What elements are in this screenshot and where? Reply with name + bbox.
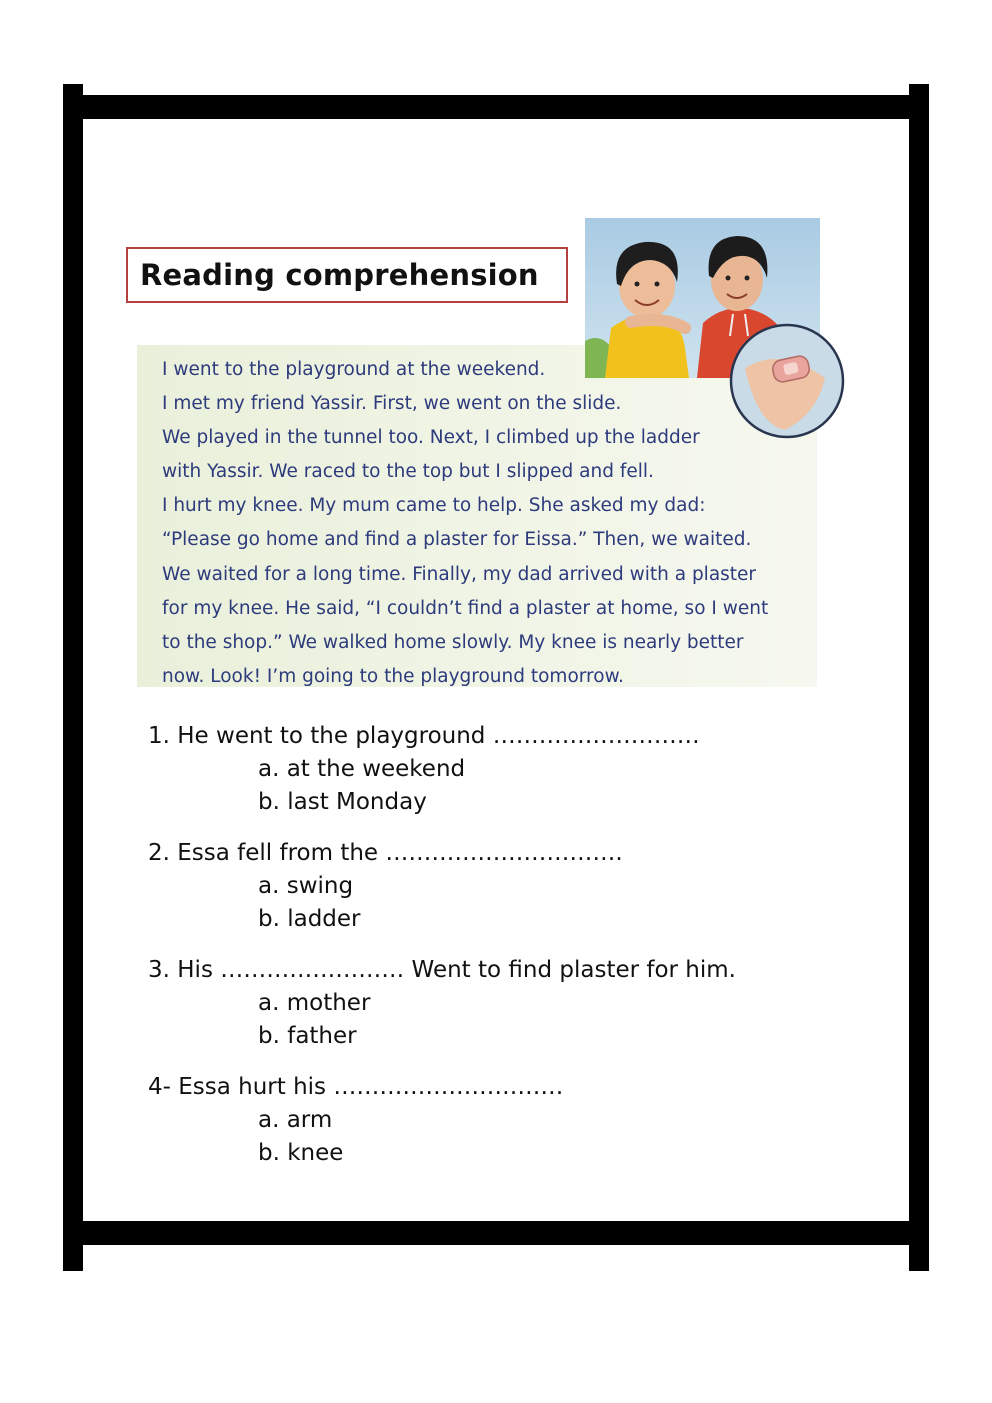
question-prompt: 4- Essa hurt his ………………………… [148, 1074, 564, 1100]
page-title: Reading comprehension [140, 258, 539, 292]
passage-line: We played in the tunnel too. Next, I climbed up the ladder [162, 427, 700, 449]
answer-option[interactable]: a. at the weekend [258, 756, 466, 782]
passage-line: I met my friend Yassir. First, we went on the slide. [162, 393, 622, 415]
question-prompt: 3. His …………………… Went to find plaster for him. [148, 957, 736, 983]
answer-option[interactable]: a. arm [258, 1107, 333, 1133]
passage-line: I hurt my knee. My mum came to help. She asked my dad: [162, 495, 706, 517]
frame-left-post [63, 84, 83, 1271]
frame-bottom-bar [63, 1221, 928, 1245]
question-block [148, 954, 736, 1053]
frame-top-bar [63, 95, 928, 119]
questions-list [148, 720, 736, 1188]
passage-line: I went to the playground at the weekend. [162, 359, 546, 380]
question-block [148, 1071, 736, 1170]
passage-line: We waited for a long time. Finally, my dad arrived with a plaster [162, 563, 757, 585]
passage-line: for my knee. He said, “I couldn’t find a plaster at home, so I went [162, 597, 769, 619]
frame-right-post [909, 84, 929, 1271]
answer-option[interactable]: b. knee [258, 1140, 344, 1166]
question-prompt: 2. Essa fell from the …………………………. [148, 840, 623, 866]
passage-line: now. Look! I’m going to the playground tomorrow. [162, 665, 624, 687]
passage-line: to the shop.” We walked home slowly. My knee is nearly better [162, 631, 744, 653]
question-block [148, 720, 736, 819]
passage-line: “Please go home and find a plaster for Eissa.” Then, we waited. [162, 529, 752, 551]
answer-option[interactable]: a. swing [258, 873, 354, 899]
answer-option[interactable]: b. ladder [258, 906, 361, 932]
two-boys-with-plaster-illustration [585, 218, 847, 440]
question-block [148, 837, 736, 936]
passage-line: with Yassir. We raced to the top but I slipped and fell. [162, 461, 654, 483]
answer-option[interactable]: b. last Monday [258, 789, 427, 815]
answer-option[interactable]: a. mother [258, 990, 371, 1016]
answer-option[interactable]: b. father [258, 1023, 357, 1049]
question-prompt: 1. He went to the playground ……………………… [148, 723, 700, 749]
title-box [126, 247, 568, 303]
